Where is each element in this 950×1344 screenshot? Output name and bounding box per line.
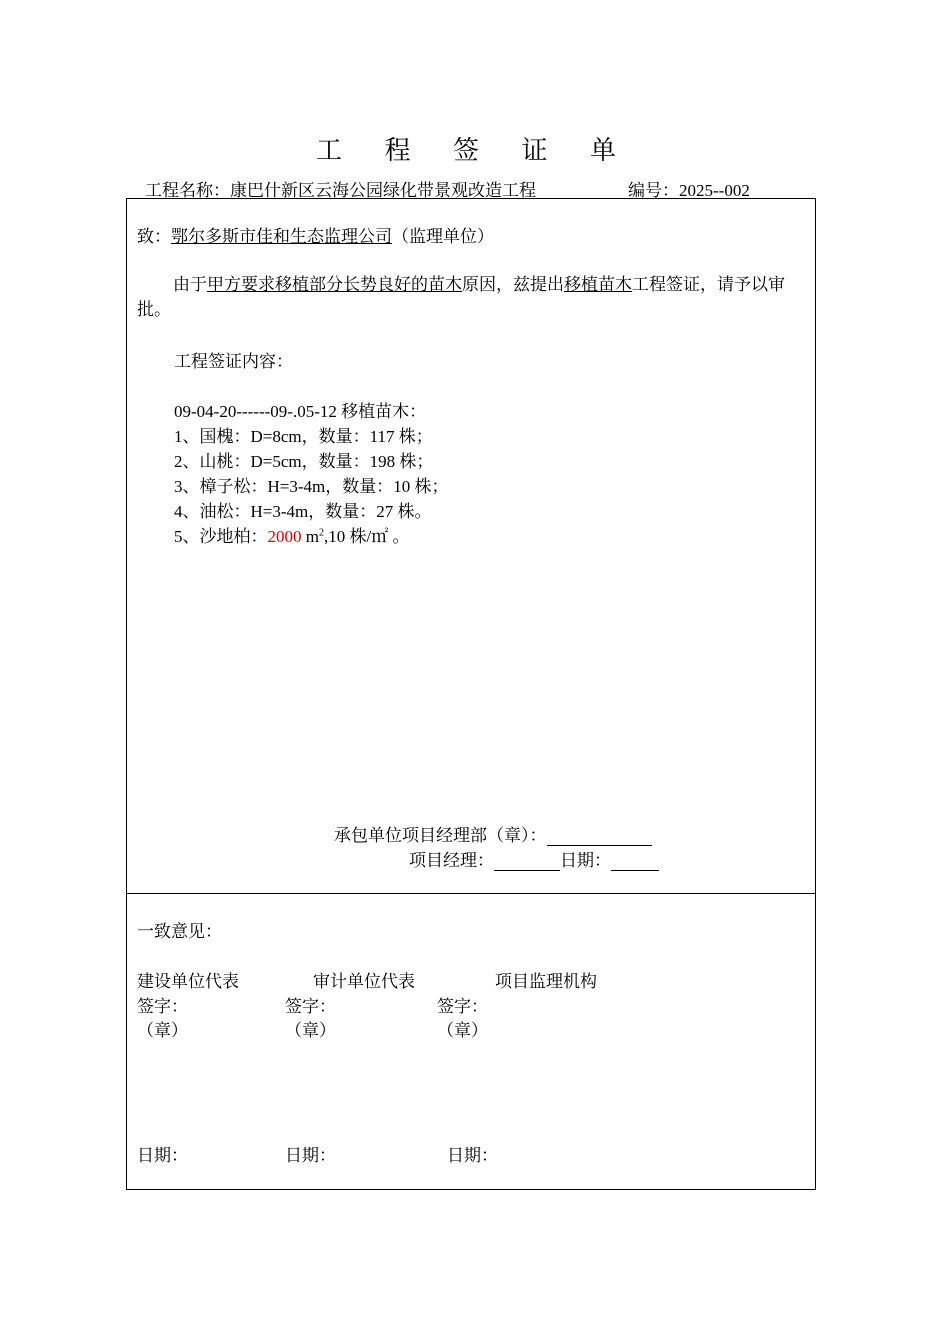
sign-label-2: 签字：: [285, 997, 336, 1016]
content-item-4: 4、油松：H=3-4m，数量：27 株。: [174, 502, 432, 521]
section-divider: [126, 893, 816, 894]
contractor-dept-label: 承包单位项目经理部（章）：: [334, 826, 547, 845]
agreement-label: 一致意见：: [137, 922, 222, 941]
party-construction: 建设单位代表: [137, 972, 239, 991]
reason-paragraph: [137, 272, 807, 322]
reason-text-1: 由于: [173, 275, 207, 294]
reason-item-underlined: 移植苗木: [564, 275, 632, 294]
item5-quantity: 2000: [267, 527, 302, 546]
sign-label-3: 签字：: [437, 997, 488, 1016]
party-audit: 审计单位代表: [313, 972, 415, 991]
sign-label-1: 签字：: [137, 997, 188, 1016]
contractor-date-blank[interactable]: [611, 852, 659, 871]
project-name: 工程名称：康巴什新区云海公园绿化带景观改造工程: [145, 181, 536, 200]
seal-label-2: （章）: [285, 1021, 336, 1040]
party-supervision: 项目监理机构: [495, 972, 597, 991]
content-item-1: 1、国槐：D=8cm，数量：117 株；: [174, 427, 433, 446]
date-label-2: 日期：: [285, 1146, 336, 1165]
item5-superscript: 2: [318, 527, 324, 539]
manager-blank[interactable]: [494, 852, 560, 871]
content-date-line: 09-04-20------09-.05-12 移植苗木：: [174, 402, 427, 421]
seal-label-3: （章）: [437, 1021, 488, 1040]
reason-text-3: 工程签证，请予以审批。: [137, 275, 785, 319]
contractor-dept-line: [334, 821, 652, 846]
contractor-manager-line: [409, 846, 659, 871]
document-title: 工 程 签 证 单: [315, 136, 634, 165]
recipient-line: [137, 222, 494, 247]
seal-label-1: （章）: [137, 1021, 188, 1040]
recipient-unit: 鄂尔多斯市佳和生态监理公司: [171, 227, 392, 246]
content-item-5: [174, 522, 409, 547]
recipient-prefix: 致：: [137, 227, 171, 246]
contractor-date-label: 日期：: [560, 851, 611, 870]
reason-text-2: 原因，兹提出: [462, 275, 564, 294]
item5-suffix: ,10 株/㎡ 。: [323, 527, 410, 546]
content-label: 工程签证内容：: [174, 352, 293, 371]
manager-label: 项目经理：: [409, 851, 494, 870]
date-label-3: 日期：: [447, 1146, 498, 1165]
recipient-suffix: （监理单位）: [392, 227, 494, 246]
reason-underlined: 甲方要求移植部分长势良好的苗木: [207, 275, 462, 294]
contractor-seal-blank[interactable]: [547, 827, 652, 846]
date-label-1: 日期：: [137, 1146, 188, 1165]
content-item-3: 3、樟子松：H=3-4m，数量：10 株；: [174, 477, 449, 496]
document-number: 编号：2025--002: [628, 181, 750, 200]
item5-unit: m: [301, 527, 319, 546]
content-item-2: 2、山桃：D=5cm，数量：198 株；: [174, 452, 434, 471]
item5-prefix: 5、沙地柏：: [174, 527, 268, 546]
